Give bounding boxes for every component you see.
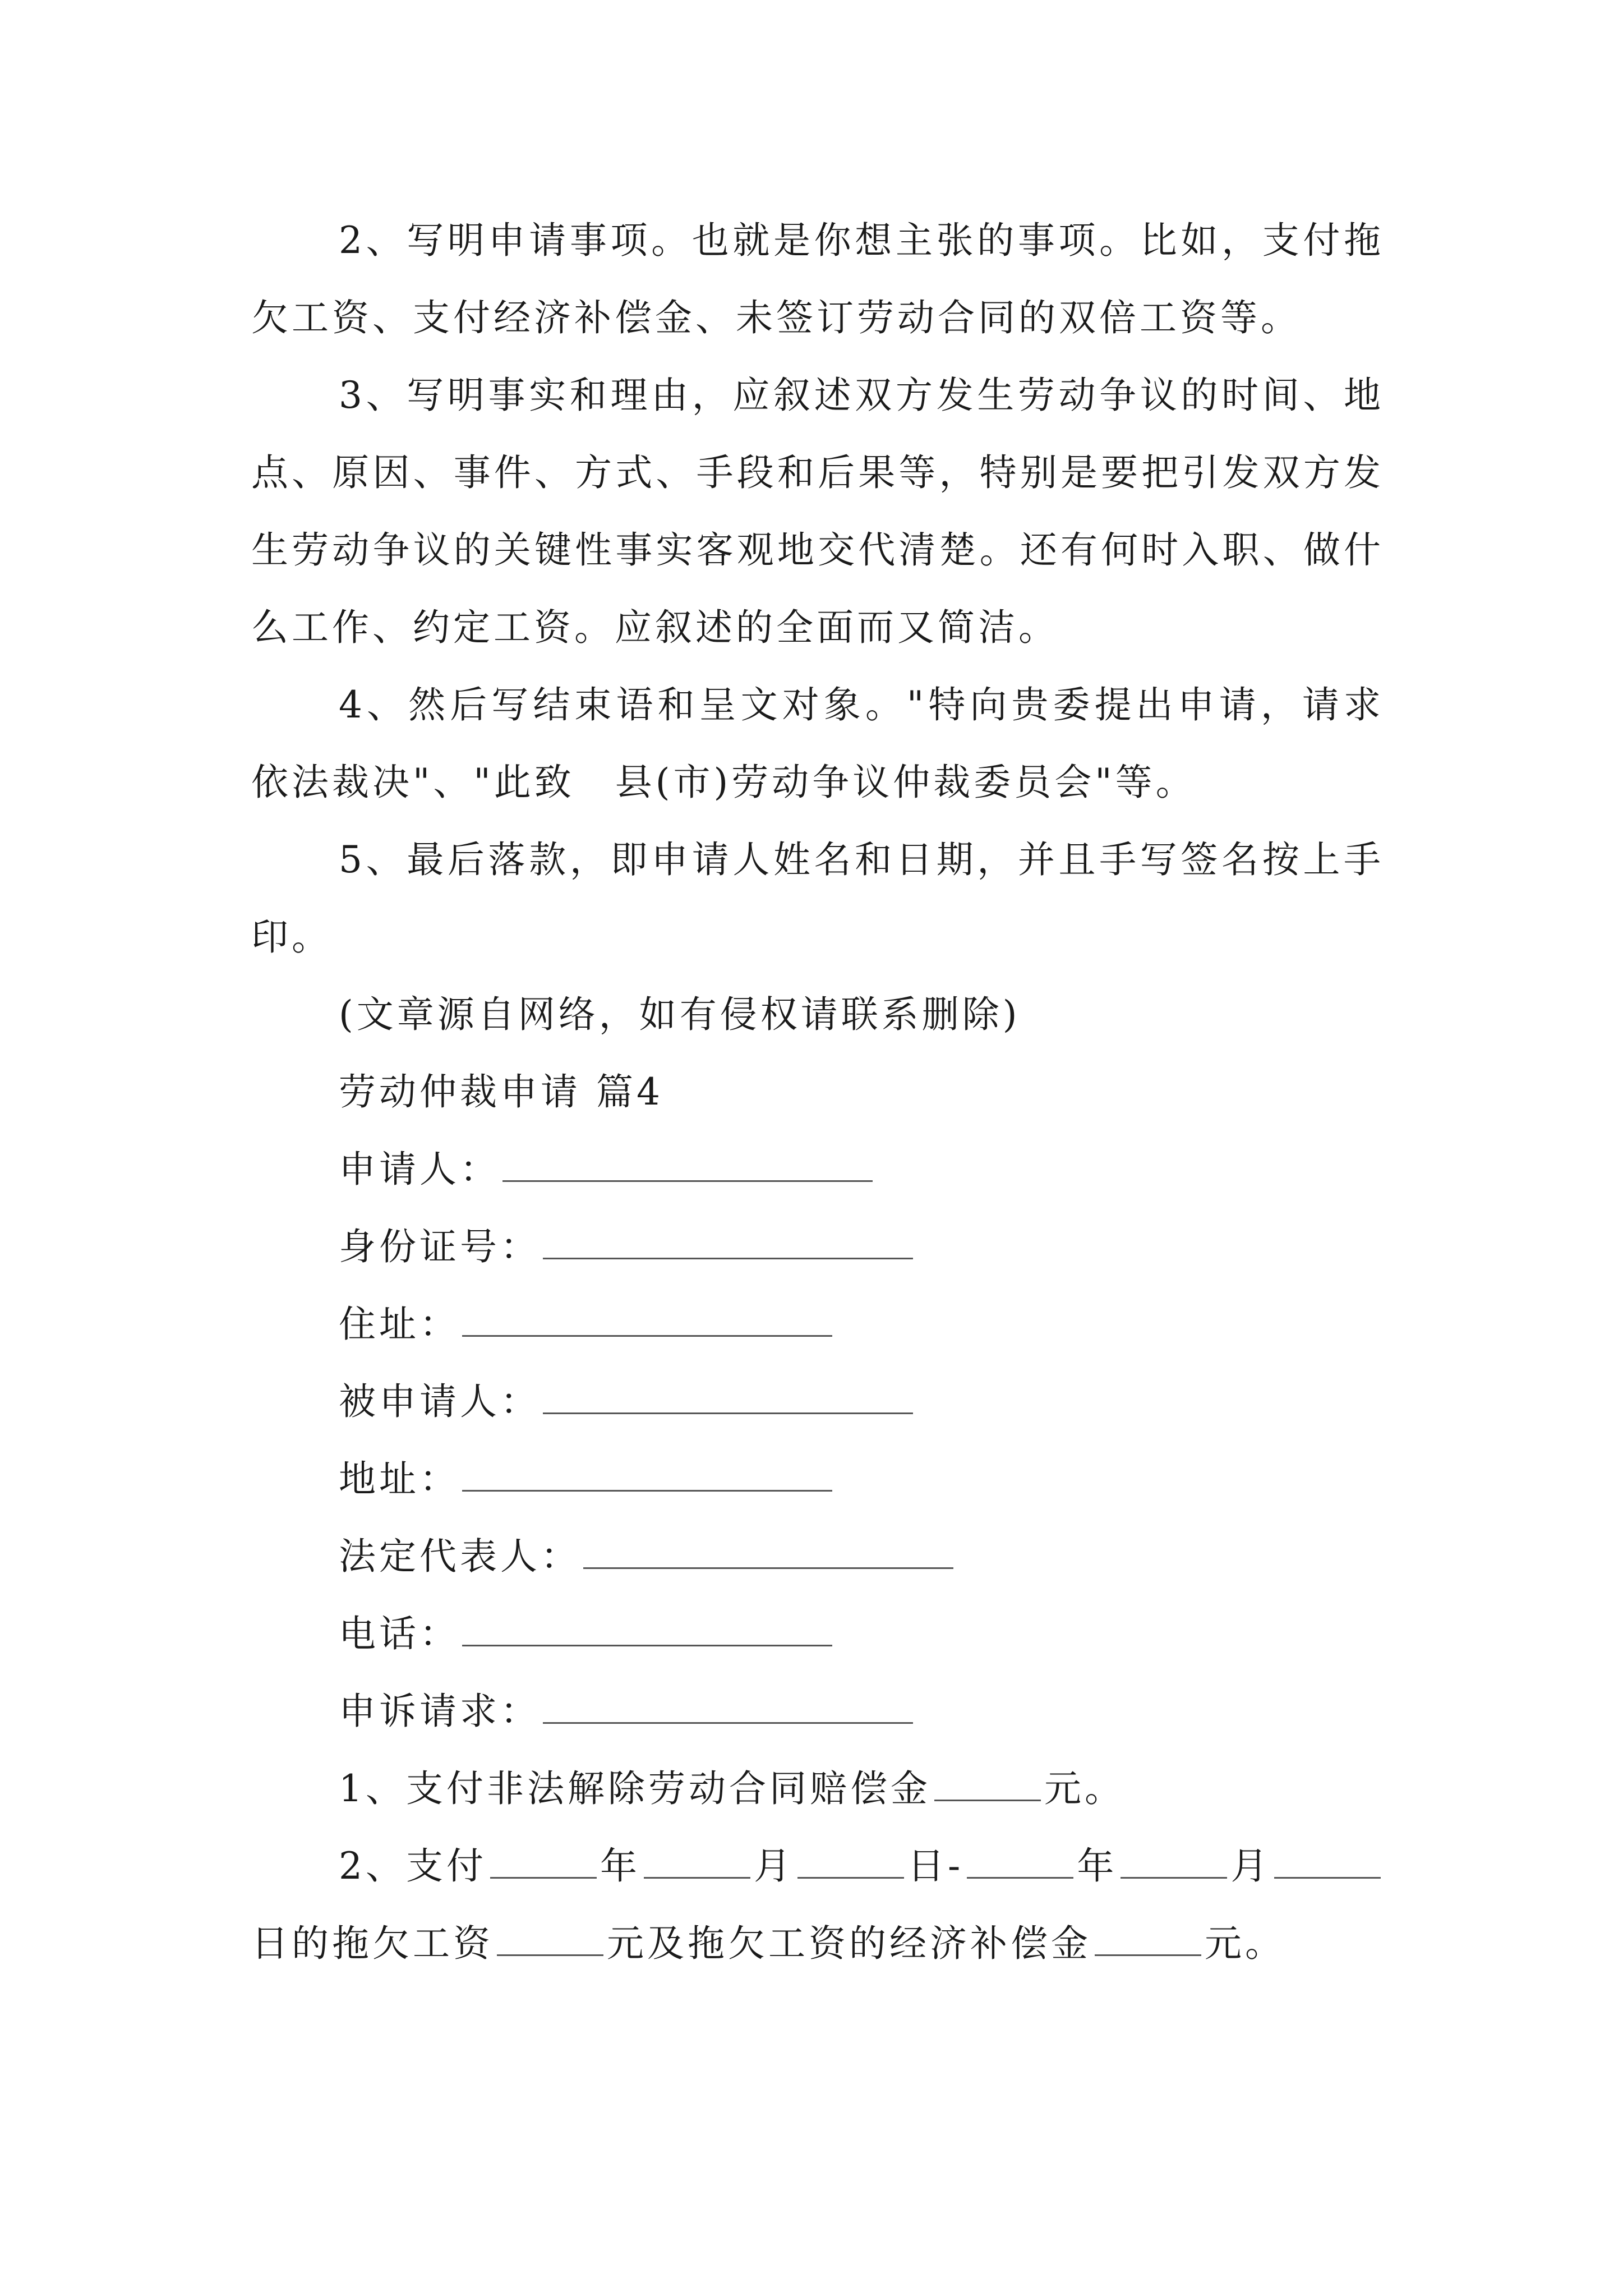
field-label: 被申请人： <box>339 1380 541 1423</box>
claim-text: 年 <box>1077 1844 1118 1888</box>
claim-text: 2、支付 <box>339 1844 487 1888</box>
claim-text: 1、支付非法解除劳动合同赔偿金 <box>339 1767 931 1810</box>
blank-line <box>462 1298 832 1337</box>
blank-line <box>462 1453 832 1492</box>
blank-line <box>1274 1843 1381 1879</box>
blank-line <box>543 1685 913 1724</box>
blank-line <box>497 1921 603 1956</box>
blank-line <box>967 1843 1073 1879</box>
blank-line <box>644 1843 750 1879</box>
blank-line <box>462 1608 832 1646</box>
claim-text: 日的拖欠工资 <box>251 1922 494 1965</box>
document-page <box>251 202 1384 1982</box>
paragraph-item-2: 2、写明申请事项。也就是你想主张的事项。比如，支付拖欠工资、支付经济补偿金、未签订劳动合同的双倍工资等。 <box>251 219 1384 339</box>
section-title: 劳动仲裁申请 篇4 <box>339 1070 663 1114</box>
claim-item-2-continued <box>251 1905 1384 1982</box>
claim-text: 年 <box>600 1844 640 1888</box>
field-respondent <box>251 1363 1384 1441</box>
claim-text: 元。 <box>1044 1767 1125 1810</box>
blank-line <box>1121 1843 1227 1879</box>
field-claims <box>251 1673 1384 1750</box>
field-label: 住址： <box>339 1303 460 1346</box>
field-label: 身份证号： <box>339 1225 541 1268</box>
field-phone <box>251 1595 1384 1673</box>
claim-text: 月 <box>754 1844 794 1888</box>
blank-line <box>1095 1921 1201 1956</box>
field-label: 地址： <box>339 1457 460 1501</box>
field-address <box>251 1441 1384 1518</box>
paragraph-item-3: 3、写明事实和理由，应叙述双方发生劳动争议的时间、地点、原因、事件、方式、手段和后果等，特别是要把引发双方发生劳动争议的关键性事实客观地交代清楚。还有何时入职、做什么工作、约定工资。应叙述的全面而又简洁。 <box>251 374 1384 649</box>
claim-text: 元。 <box>1205 1922 1285 1965</box>
claim-text: 月 <box>1230 1844 1271 1888</box>
blank-line <box>934 1766 1041 1801</box>
field-label: 申请人： <box>339 1148 500 1191</box>
source-note: (文章源自网络，如有侵权请联系删除) <box>339 993 1021 1036</box>
blank-line <box>502 1143 873 1182</box>
field-applicant <box>251 1131 1384 1208</box>
blank-line <box>490 1843 597 1879</box>
claim-item-1 <box>251 1750 1384 1828</box>
field-label: 申诉请求： <box>339 1690 541 1733</box>
paragraph-item-5: 5、最后落款，即申请人姓名和日期，并且手写签名按上手印。 <box>251 838 1384 959</box>
claim-item-2 <box>251 1828 1384 1905</box>
blank-line <box>543 1375 913 1414</box>
blank-line <box>583 1530 953 1569</box>
field-label: 电话： <box>339 1612 460 1655</box>
paragraph-item-4: 4、然后写结束语和呈文对象。"特向贵委提出申请，请求依法裁决"、"此致 县(市)劳动争议仲裁委员会"等。 <box>251 683 1384 804</box>
blank-line <box>797 1843 904 1879</box>
claim-text: 元及拖欠工资的经济补偿金 <box>607 1922 1091 1965</box>
claim-text: 日- <box>907 1844 964 1888</box>
field-legal-representative <box>251 1518 1384 1595</box>
blank-line <box>543 1221 913 1259</box>
field-residence <box>251 1286 1384 1363</box>
field-label: 法定代表人： <box>339 1535 581 1578</box>
field-id-number <box>251 1208 1384 1286</box>
